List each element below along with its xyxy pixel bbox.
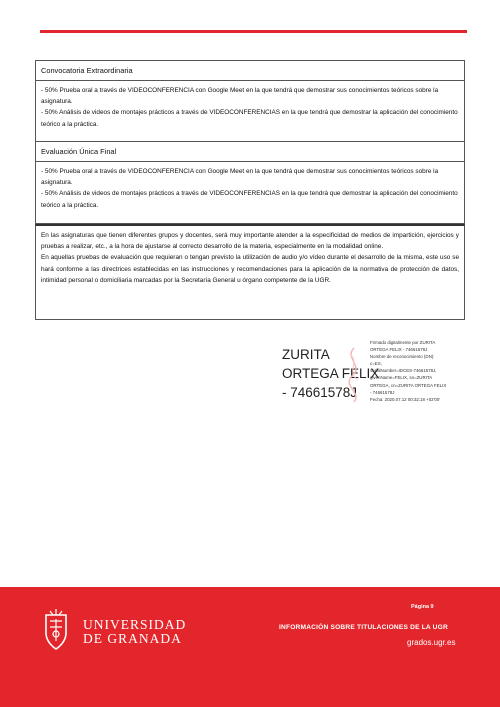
- section-body: [36, 162, 464, 215]
- signature-metadata: [370, 339, 465, 403]
- section-body: [36, 226, 464, 290]
- evaluation-line: - 50% Análisis de videos de montajes prácticos a través de VIDEOCONFERENCIAS en la que tendrá que demostrar la aplicación del conocimiento teórico a la práctica.: [41, 109, 458, 128]
- university-name: DE GRANADA: [83, 631, 182, 646]
- note-paragraph: En las asignaturas que tienen diferentes grupos y docentes, será muy importante atender a la especificidad de medios de impartición, ejercicios y pruebas a realizar, etc., a la hora de ajustarse al correcto desarrollo de la materia, especialmente en la modalidad online.: [41, 232, 459, 251]
- signature-meta-line: ORTEGA, cn=ZURITA ORTEGA FELIX: [370, 382, 447, 388]
- page-number: Página 9: [411, 604, 434, 610]
- signature-name-line: ORTEGA FELIX: [282, 366, 380, 381]
- signature-name-line: - 74661578J: [282, 385, 358, 400]
- signature-name-line: ZURITA: [282, 347, 330, 362]
- website-link[interactable]: grados.ugr.es: [407, 638, 456, 647]
- signature-meta-line: givenName=FELIX, sn=ZURITA: [370, 375, 433, 381]
- signature-meta-line: c=ES,: [370, 361, 382, 367]
- note-paragraph: En aquellas pruebas de evaluación que requieran o tengan previsto la utilización de audio y/o vídeo durante el desarrollo de la misma, este uso se hará conforme a las directrices establecidas en las instrucciones y recomendaciones para la aplicación de la normativa de protección de datos, intimidad personal o domiciliaria marcadas por la Secretaría General u órgano competente de la UGR.: [41, 254, 459, 284]
- signature-meta-line: serialNumber=IDCES-74661578J,: [370, 368, 437, 374]
- university-name: UNIVERSIDAD: [83, 617, 187, 632]
- university-crest-icon: [38, 609, 74, 653]
- signature-meta-line: Fecha: 2020.07.12 00:32:18 +02'00': [370, 396, 441, 402]
- signature-mark-icon: [340, 346, 370, 404]
- evaluation-line: - 50% Prueba oral a través de VIDEOCONFERENCIA con Google Meet en la que tendrá que demostrar sus conocimientos teóricos sobre la asignatura.: [41, 87, 439, 106]
- signature-meta-line: - 74661578J: [370, 389, 395, 395]
- signature-meta-line: Firmado digitalmente por ZURITA: [370, 340, 436, 345]
- signature-meta-line: ORTEGA FELIX - 74661578J: [370, 347, 428, 353]
- evaluation-line: - 50% Análisis de videos de montajes prácticos a través de VIDEOCONFERENCIAS en la que tendrá que demostrar la aplicación del conocimiento teórico a la práctica.: [41, 190, 458, 209]
- footer-info-text: INFORMACIÓN SOBRE TITULACIONES DE LA UGR: [279, 624, 448, 631]
- section-extraordinaria: [35, 60, 465, 142]
- section-title: Evaluación Única Final: [36, 142, 464, 162]
- header-accent-bar: [40, 30, 467, 33]
- page-footer: [0, 587, 500, 707]
- evaluation-line: - 50% Prueba oral a través de VIDEOCONFERENCIA con Google Meet en la que tendrá que demostrar sus conocimientos teóricos sobre la asignatura.: [41, 168, 439, 187]
- section-unica-final: [35, 142, 465, 224]
- section-notes: [35, 224, 465, 320]
- section-body: [36, 81, 464, 134]
- signature-meta-line: Nombre de reconocimiento (DN):: [370, 354, 435, 360]
- section-title: Convocatoria Extraordinaria: [36, 61, 464, 81]
